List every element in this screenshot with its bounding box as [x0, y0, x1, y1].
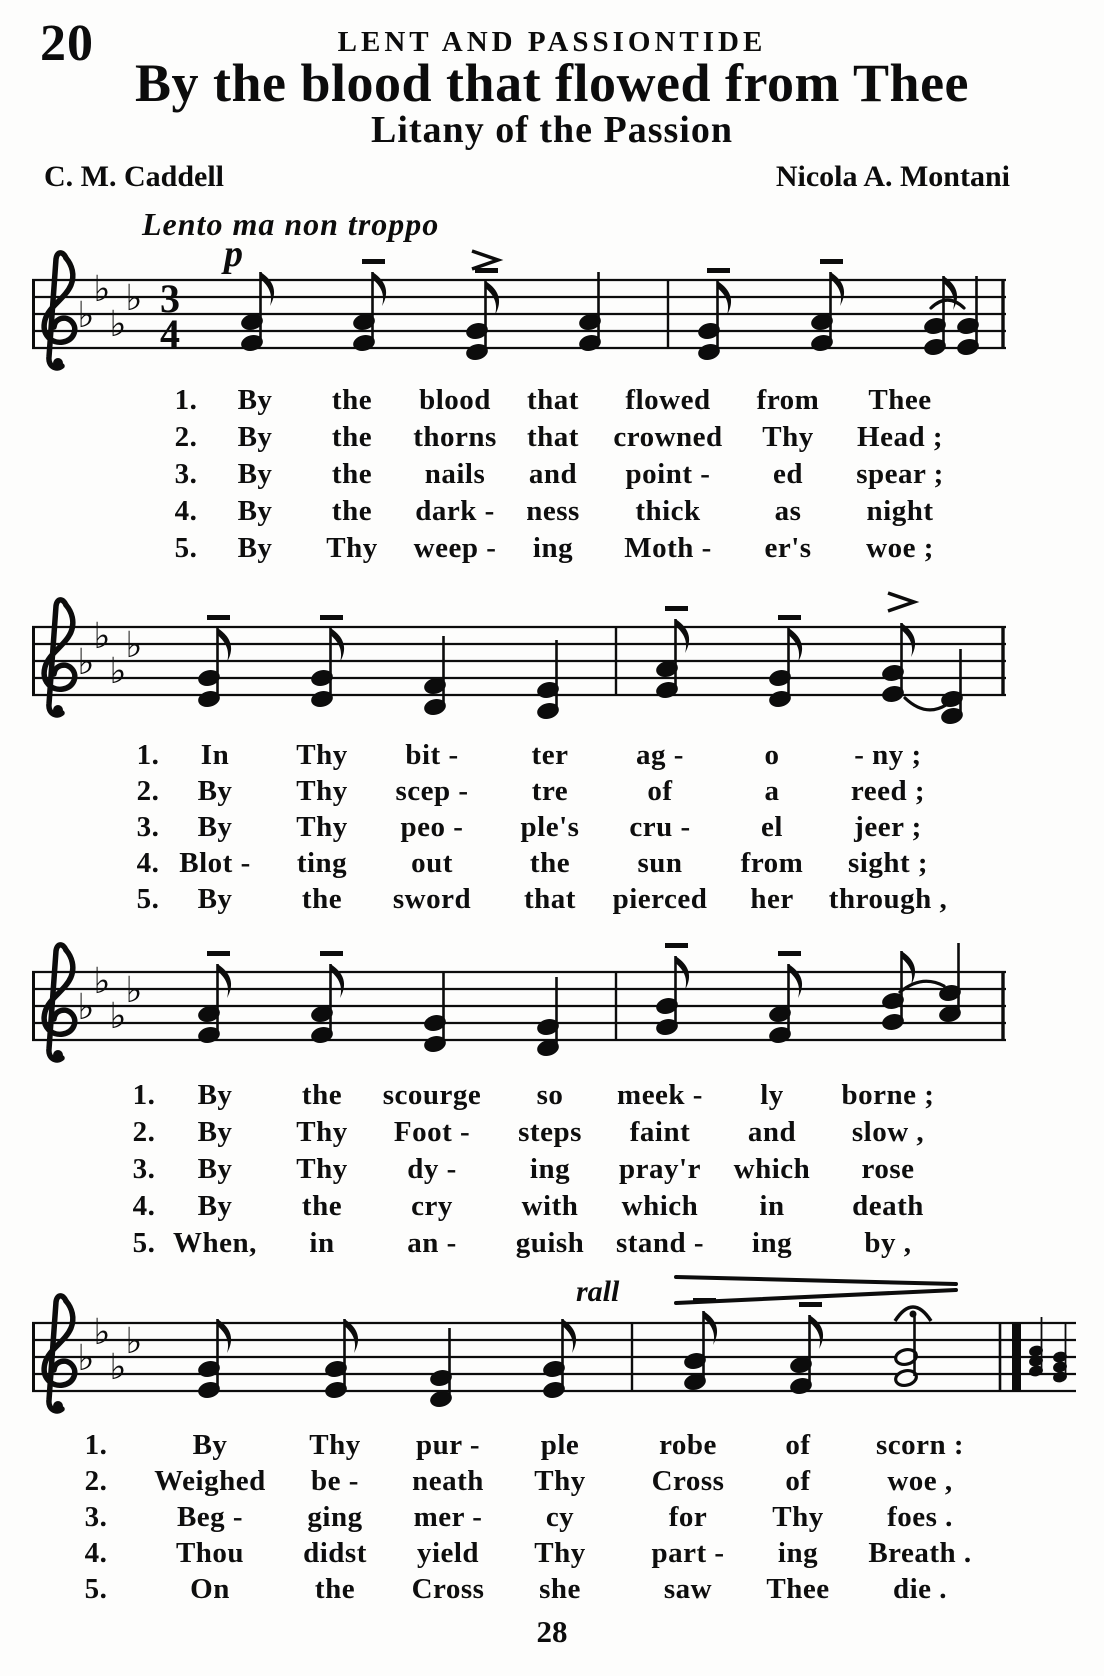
tenuto-mark — [665, 606, 688, 611]
lyric-syllable: Breath . — [868, 1537, 972, 1569]
verse-line — [0, 1429, 1104, 1465]
lyric-syllable: a — [764, 775, 780, 807]
flat-sign: ♭ — [77, 1338, 95, 1379]
subtitle: Litany of the Passion — [371, 109, 733, 151]
lyric-syllable: the — [301, 1190, 343, 1222]
note-chord — [197, 951, 231, 1045]
lyric-syllable: By — [237, 421, 273, 453]
flat-sign: ♭ — [77, 987, 95, 1028]
lyric-syllable: reed ; — [850, 775, 926, 807]
lyric-syllable: she — [539, 1573, 581, 1605]
lyric-syllable: in — [759, 1190, 785, 1222]
lyric-syllable: which — [621, 1190, 699, 1222]
lyric-syllable: Beg - — [176, 1501, 244, 1533]
verse-number: 1. — [174, 384, 198, 416]
lyric-syllable: faint — [629, 1116, 691, 1148]
lyric-syllable: jeer ; — [854, 811, 922, 843]
clef-stem — [49, 600, 66, 715]
lyric-syllable: steps — [518, 1116, 582, 1148]
lyric-syllable: Blot - — [179, 847, 251, 879]
lyric-syllable: dark - — [415, 495, 495, 527]
lyric-syllable: and — [528, 458, 578, 490]
lyric-syllable: By — [192, 1429, 228, 1461]
verse-number: 4. — [132, 1190, 156, 1222]
lyric-syllable: through , — [828, 883, 948, 915]
flat-sign: ♭ — [125, 625, 143, 666]
lyric-syllable: By — [197, 1079, 233, 1111]
verse-number: 4. — [174, 495, 198, 527]
decrescendo-hairpin — [676, 1277, 956, 1303]
verse-line — [0, 1116, 1104, 1152]
lyric-syllable: bit - — [405, 739, 459, 771]
lyric-syllable: ing — [751, 1227, 793, 1259]
lyric-syllable: woe ; — [866, 532, 934, 564]
lyric-syllable: ing — [777, 1537, 819, 1569]
verse-line — [0, 1153, 1104, 1189]
final-thick-bar — [1012, 1323, 1021, 1391]
verse-number: 3. — [136, 811, 160, 843]
lyric-syllable: ter — [531, 739, 569, 771]
lyric-syllable: weep - — [413, 532, 497, 564]
lyric-syllable: peo - — [400, 811, 464, 843]
lyric-syllable: cry — [411, 1190, 453, 1222]
lyric-syllable: so — [536, 1079, 564, 1111]
lyric-syllable: In — [200, 739, 230, 771]
lyric-syllable: with — [521, 1190, 579, 1222]
clef-ball — [53, 1401, 63, 1411]
eighth-flag — [902, 951, 916, 985]
treble-clef-icon — [44, 945, 75, 1060]
staff-lines — [32, 972, 1006, 1040]
clef-stem — [49, 253, 66, 368]
lyric-syllable: ly — [760, 1079, 784, 1111]
verse-line — [0, 1190, 1104, 1226]
lyric-syllable: ed — [773, 458, 803, 490]
lyric-syllable: sight ; — [847, 847, 929, 879]
lyric-syllable: woe , — [887, 1465, 953, 1497]
clef-ball — [53, 1050, 63, 1060]
tenuto-mark — [207, 951, 230, 956]
verse-number: 4. — [84, 1537, 108, 1569]
lyric-syllable: part - — [651, 1537, 725, 1569]
tenuto-mark — [665, 943, 688, 948]
note-chord — [240, 272, 274, 353]
lyric-syllable: the — [314, 1573, 356, 1605]
verse-number: 2. — [84, 1465, 108, 1497]
time-sig-numerator: 3 — [160, 276, 180, 321]
tenuto-mark — [362, 259, 385, 264]
lyric-syllable: Thee — [868, 384, 932, 416]
lyric-syllable: Thy — [772, 1501, 824, 1533]
lyric-syllable: Thy — [534, 1537, 586, 1569]
page-number: 28 — [536, 1614, 568, 1649]
tempo-marking: Lento ma non troppo — [142, 206, 440, 242]
lyric-syllable: thorns — [413, 421, 497, 453]
lyric-syllable: mer - — [413, 1501, 483, 1533]
lyric-syllable: that — [524, 883, 576, 915]
lyric-syllable: robe — [659, 1429, 717, 1461]
lyric-syllable: o — [764, 739, 780, 771]
staff-lines — [32, 627, 1006, 695]
lyric-syllable: Thy — [296, 1116, 348, 1148]
lyric-syllable: of — [647, 775, 673, 807]
verse-line — [0, 1079, 1104, 1115]
verse-number: 5. — [174, 532, 198, 564]
verse-number: 2. — [132, 1116, 156, 1148]
note-chord — [423, 636, 447, 717]
lyric-syllable: Head ; — [857, 421, 943, 453]
lyric-syllable: foes . — [887, 1501, 953, 1533]
verse-number: 3. — [174, 458, 198, 490]
hairpin-lower-line — [676, 1290, 956, 1303]
note-chord — [310, 951, 344, 1045]
composer-credit: Nicola A. Montani — [775, 160, 1010, 193]
lyric-syllable: On — [190, 1573, 230, 1605]
flat-sign: ♭ — [77, 642, 95, 683]
verse-line — [0, 775, 1104, 811]
flat-sign: ♭ — [109, 304, 127, 345]
lyric-syllable: didst — [303, 1537, 367, 1569]
lyric-syllable: By — [237, 458, 273, 490]
lyric-syllable: ing — [532, 532, 574, 564]
clef-stem — [49, 945, 66, 1060]
verse-number: 3. — [84, 1501, 108, 1533]
accent-mark — [888, 593, 914, 611]
lyric-syllable: the — [331, 458, 373, 490]
lyric-syllable: Thy — [296, 739, 348, 771]
lyric-syllable: pray'r — [619, 1153, 701, 1185]
note-chord — [956, 276, 980, 357]
accent-mark — [472, 251, 498, 269]
time-signature — [160, 276, 180, 356]
flat-sign: ♭ — [125, 970, 143, 1011]
eighth-flag — [810, 1315, 824, 1349]
lyric-syllable: Cross — [411, 1573, 485, 1605]
verse-line — [0, 847, 1104, 883]
lyric-syllable: yield — [416, 1537, 480, 1569]
verse-number: 1. — [84, 1429, 108, 1461]
lyric-syllable: er's — [764, 532, 812, 564]
lyric-syllable: ness — [526, 495, 580, 527]
lyric-syllable: ple's — [520, 811, 580, 843]
tenuto-mark — [820, 259, 843, 264]
lyric-syllable: Thy — [534, 1465, 586, 1497]
time-sig-denominator: 4 — [160, 311, 180, 356]
verse-number: 5. — [136, 883, 160, 915]
lyric-syllable: and — [747, 1116, 797, 1148]
lyric-syllable: Thee — [766, 1573, 830, 1605]
lyric-syllable: the — [301, 1079, 343, 1111]
lyric-syllable: guish — [515, 1227, 585, 1259]
lyric-syllable: ag - — [636, 739, 684, 771]
lyric-syllable: sword — [392, 883, 472, 915]
note-chord — [423, 973, 447, 1054]
hairpin-upper-line — [676, 1277, 956, 1284]
fermata-dot — [910, 1311, 917, 1318]
lyric-syllable: slow , — [851, 1116, 925, 1148]
lyric-syllable: crowned — [613, 421, 723, 453]
note-chord — [655, 606, 689, 700]
flat-sign: ♭ — [93, 269, 111, 310]
verse-line — [0, 1465, 1104, 1501]
eighth-flag — [373, 272, 387, 306]
lyric-syllable: death — [852, 1190, 924, 1222]
flat-sign: ♭ — [125, 278, 143, 319]
lyric-syllable: el — [761, 811, 783, 843]
tenuto-mark — [320, 615, 343, 620]
tie-slur — [905, 698, 946, 710]
verse-line — [0, 811, 1104, 847]
verse-number: 5. — [84, 1573, 108, 1605]
lyric-syllable: Thy — [296, 1153, 348, 1185]
verse-line — [0, 739, 1104, 775]
eighth-flag — [944, 276, 958, 310]
verse-line — [0, 495, 1104, 531]
note-chord — [536, 640, 560, 721]
note-chord — [789, 1302, 823, 1396]
lyricist-credit: C. M. Caddell — [44, 160, 224, 193]
lyric-syllable: When, — [173, 1227, 257, 1259]
section-header: LENT AND PASSIONTIDE — [337, 26, 767, 58]
lyric-syllable: blood — [419, 384, 491, 416]
lyric-syllable: Foot - — [393, 1116, 471, 1148]
lyric-syllable: the — [301, 883, 343, 915]
lyric-syllable: from — [756, 384, 820, 416]
note-chord — [923, 276, 957, 357]
tenuto-mark — [320, 951, 343, 956]
music-system-1 — [28, 222, 1078, 386]
clef-ball — [53, 358, 63, 368]
tenuto-mark — [707, 268, 730, 273]
treble-clef-icon — [44, 253, 75, 368]
verse-number: 2. — [136, 775, 160, 807]
lyric-syllable: the — [331, 421, 373, 453]
lyric-syllable: rose — [861, 1153, 915, 1185]
lyric-syllable: an - — [407, 1227, 457, 1259]
verse-number: 2. — [174, 421, 198, 453]
lyric-syllable: Thy — [309, 1429, 361, 1461]
lyric-syllable: the — [331, 495, 373, 527]
lyric-syllable: for — [668, 1501, 708, 1533]
lyric-syllable: Thy — [762, 421, 814, 453]
lyric-syllable: that — [527, 384, 579, 416]
note-chord — [768, 951, 802, 1045]
lyric-syllable: flowed — [625, 384, 711, 416]
flat-sign: ♭ — [93, 616, 111, 657]
lyric-syllable: Thy — [326, 532, 378, 564]
verse-line — [0, 1501, 1104, 1537]
lyric-syllable: night — [866, 495, 934, 527]
eighth-flag — [789, 964, 803, 998]
note-chord — [197, 1319, 231, 1400]
lyric-syllable: Thy — [296, 775, 348, 807]
lyric-syllable: by , — [864, 1227, 912, 1259]
note-chord — [683, 1298, 717, 1392]
music-system-3 — [28, 914, 1078, 1078]
lyric-syllable: nails — [424, 458, 486, 490]
verse-line — [0, 1537, 1104, 1573]
eighth-flag — [676, 619, 690, 653]
note-chord — [810, 259, 844, 353]
lyric-syllable: saw — [663, 1573, 713, 1605]
eighth-flag — [831, 272, 845, 306]
lyric-syllable: Moth - — [624, 532, 712, 564]
lyric-syllable: of — [785, 1429, 811, 1461]
lyric-syllable: in — [309, 1227, 335, 1259]
flat-sign: ♭ — [77, 295, 95, 336]
lyric-syllable: as — [774, 495, 802, 527]
flat-sign: ♭ — [109, 651, 127, 692]
verse-number: 3. — [132, 1153, 156, 1185]
lyric-syllable: By — [237, 532, 273, 564]
verse-line — [0, 532, 1104, 568]
lyric-syllable: scorn : — [875, 1429, 965, 1461]
clef-stem — [49, 1296, 66, 1411]
cue-chord — [1029, 1317, 1044, 1377]
lyric-syllable: die . — [892, 1573, 948, 1605]
verse-number: 5. — [132, 1227, 156, 1259]
lyric-syllable: ing — [529, 1153, 571, 1185]
lyric-syllable: scep - — [395, 775, 469, 807]
rall-text: rall — [576, 1275, 620, 1308]
lyric-syllable: By — [197, 1153, 233, 1185]
lyric-syllable: the — [529, 847, 571, 879]
flat-sign: ♭ — [109, 996, 127, 1037]
eighth-flag — [331, 964, 345, 998]
lyric-syllable: Weighed — [154, 1465, 266, 1497]
note-chord — [578, 272, 602, 353]
flat-sign: ♭ — [93, 1312, 111, 1353]
verse-line — [0, 384, 1104, 420]
lyric-syllable: ting — [296, 847, 348, 879]
staff-lines — [32, 1323, 1076, 1391]
lyric-syllable: thick — [635, 495, 701, 527]
clef-ball — [53, 705, 63, 715]
verse-line — [0, 458, 1104, 494]
note-chord — [324, 1319, 358, 1400]
flat-sign: ♭ — [125, 1321, 143, 1362]
hymn-number: 20 — [40, 15, 94, 72]
note-chord — [881, 593, 915, 704]
lyric-syllable: the — [331, 384, 373, 416]
tenuto-mark — [799, 1302, 822, 1307]
lyric-syllable: borne ; — [841, 1079, 935, 1111]
verse-line — [0, 883, 1104, 919]
tenuto-mark — [778, 951, 801, 956]
lyric-syllable: By — [197, 811, 233, 843]
lyric-syllable: meek - — [617, 1079, 703, 1111]
music-system-2 — [28, 569, 1078, 733]
flat-sign: ♭ — [109, 1347, 127, 1388]
lyric-syllable: By — [237, 384, 273, 416]
lyric-syllable: - ny ; — [854, 739, 922, 771]
note-chord — [352, 259, 386, 353]
tie-slur — [900, 981, 944, 992]
lyric-syllable: cru - — [629, 811, 691, 843]
tenuto-mark — [693, 1298, 716, 1303]
lyric-syllable: spear ; — [856, 458, 944, 490]
lyric-syllable: sun — [637, 847, 683, 879]
page-title: By the blood that flowed from Thee — [134, 53, 969, 113]
lyric-syllable: tre — [531, 775, 569, 807]
lyric-syllable: Thou — [175, 1537, 245, 1569]
lyric-syllable: of — [785, 1465, 811, 1497]
lyric-syllable: pierced — [612, 883, 708, 915]
lyric-syllable: ple — [540, 1429, 580, 1461]
tenuto-mark — [778, 615, 801, 620]
flat-sign: ♭ — [93, 961, 111, 1002]
lyric-syllable: By — [237, 495, 273, 527]
tenuto-mark — [207, 615, 230, 620]
lyric-syllable: By — [197, 1190, 233, 1222]
treble-clef-icon — [44, 1296, 75, 1411]
lyric-syllable: that — [527, 421, 579, 453]
lyric-syllable: dy - — [407, 1153, 457, 1185]
lyric-syllable: her — [750, 883, 794, 915]
music-system-4 — [28, 1265, 1078, 1429]
cue-chord — [1053, 1323, 1068, 1383]
verse-line — [0, 421, 1104, 457]
eighth-flag — [218, 964, 232, 998]
lyric-syllable: By — [197, 1116, 233, 1148]
lyric-syllable: which — [733, 1153, 811, 1185]
lyric-syllable: neath — [412, 1465, 484, 1497]
lyric-syllable: be - — [311, 1465, 359, 1497]
lyric-syllable: cy — [545, 1501, 575, 1533]
lyric-syllable: scourge — [382, 1079, 482, 1111]
verse-number: 4. — [136, 847, 160, 879]
lyric-syllable: out — [411, 847, 453, 879]
lyric-syllable: Cross — [651, 1465, 725, 1497]
lyric-syllable: Thy — [296, 811, 348, 843]
dynamic-p: p — [224, 233, 243, 275]
eighth-flag — [261, 272, 275, 306]
lyric-syllable: By — [197, 883, 233, 915]
note-chord — [465, 251, 499, 362]
treble-clef-icon — [44, 600, 75, 715]
lyric-syllable: pur - — [415, 1429, 481, 1461]
verse-number: 1. — [132, 1079, 156, 1111]
lyric-syllable: ging — [307, 1501, 363, 1533]
lyric-syllable: point - — [625, 458, 711, 490]
note-chord — [542, 1319, 576, 1400]
tie-slur — [931, 300, 964, 308]
note-chord — [894, 1307, 931, 1388]
verse-line — [0, 1573, 1104, 1609]
lyric-syllable: from — [740, 847, 804, 879]
verse-number: 1. — [136, 739, 160, 771]
note-chord — [881, 951, 915, 1032]
verse-line — [0, 1227, 1104, 1263]
lyric-syllable: By — [197, 775, 233, 807]
lyric-syllable: stand - — [615, 1227, 705, 1259]
tenuto-mark — [475, 268, 498, 273]
